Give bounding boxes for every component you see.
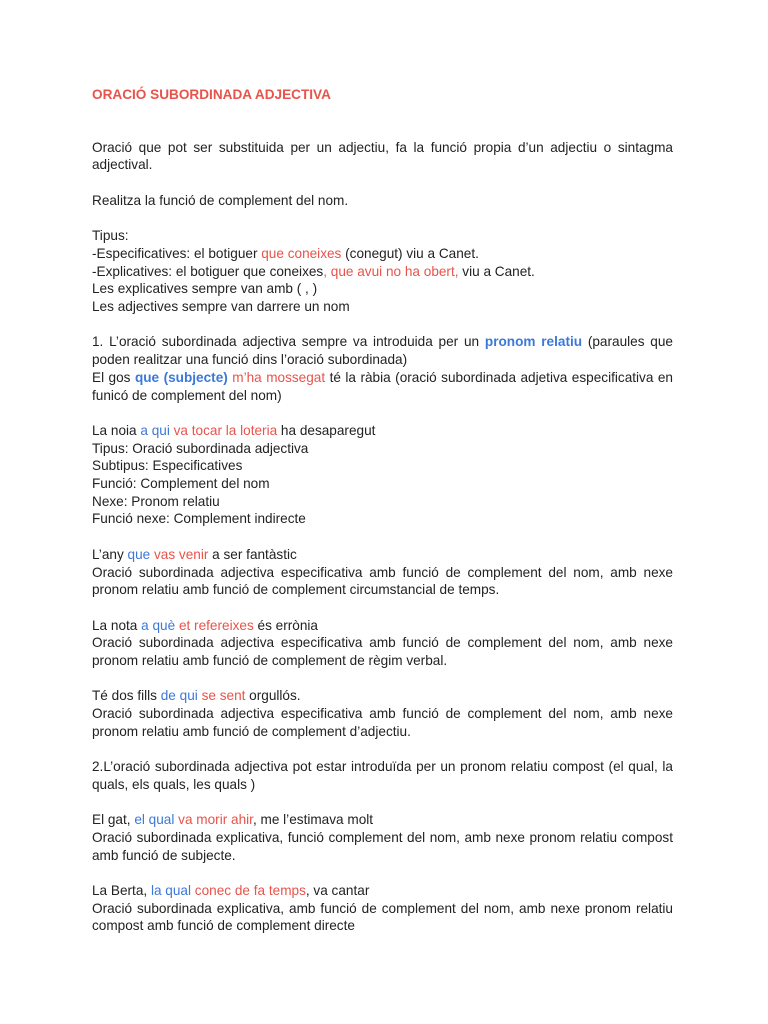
example-description: Oració subordinada explicativa, amb funció de complement del nom, amb nexe pronom relatiu compost amb funció de complement directe [92,900,673,934]
highlight-pronom-relatiu: pronom relatiu [484,334,583,350]
example-description: Oració subordinada adjectiva especificativa amb funció de complement del nom, amb nexe pronom relatiu amb funció de complement de règim verbal. [92,635,673,668]
point-1-text: 1. L’oració subordinada adjectiva sempre va introduida per un pronom relatiu (paraules que poden realitzar una funció dins l’oració subordinada) [92,334,673,368]
analysis-line: Subtipus: Especificatives [92,458,243,474]
document-body [92,86,673,935]
note-explicatives: Les explicatives sempre van amb ( , ) [92,281,318,297]
note-adjectives: Les adjectives sempre van darrere un nom [92,299,350,314]
highlight-relative: que [127,546,151,562]
highlight-relative: de qui [160,688,198,704]
tipus-especificatives: -Especificatives: el botiguer que coneixes (conegut) viu a Canet. [92,245,479,261]
analysis-line: Nexe: Pronom relatiu [92,493,220,509]
example-nota [92,617,673,670]
highlight-subordinate: conec de fa temps [191,883,306,899]
highlight-subordinate: va tocar la loteria [169,422,278,438]
example-sentence: La nota a què et refereixes és errònia [92,617,318,633]
highlight-subordinate: m’ha mossegat [227,369,326,385]
example-fills [92,687,673,740]
analysis-line: Tipus: Oració subordinada adjectiva [92,440,309,456]
highlight-subordinate: vas venir [150,546,209,562]
highlight-relative: a què [141,617,176,633]
example-any [92,546,673,599]
example-sentence: El gat, el qual va morir ahir, me l’estimava molt [92,812,374,828]
example-description: Oració subordinada adjectiva especificativa amb funció de complement del nom, amb nexe pronom relatiu amb funció de complement d’adjectiu. [92,706,673,739]
tipus-explicatives: -Explicatives: el botiguer que coneixes, que avui no ha obert, viu a Canet. [92,263,535,279]
point-1-example: El gos que (subjecte) m’ha mossegat té la ràbia (oració subordinada adjetiva especificativa en funicó de complement del nom) [92,369,673,403]
tipus-section [92,227,673,316]
example-noia [92,422,673,528]
analysis-line: Funció nexe: Complement indirecte [92,511,306,527]
highlight-relative: a qui [140,422,170,438]
highlight-subordinate: , que avui no ha obert, [323,263,459,279]
example-description: Oració subordinada adjectiva especificativa amb funció de complement del nom, amb nexe pronom relatiu amb funció de complement circumstancial de temps. [92,564,673,598]
intro-paragraph: Oració que pot ser substituida per un adjectiu, fa la funció propia d’un adjectiu o sintagma adjectival. [92,139,673,173]
point-2-text: 2.L’oració subordinada adjectiva pot estar introduïda per un pronom relatiu compost (el qual, la quals, els quals, les quals ) [92,759,673,792]
example-sentence: La Berta, la qual conec de fa temps, va cantar [92,883,370,899]
highlight-subordinate: et refereixes [175,617,254,633]
function-paragraph: Realitza la funció de complement del nom. [92,192,349,208]
highlight-subordinate: va morir ahir [174,812,253,828]
highlight-subordinate: que coneixes [261,245,342,261]
tipus-label: Tipus: [92,228,129,244]
example-berta [92,882,673,935]
point-1-section [92,333,673,404]
example-gat [92,811,673,864]
highlight-relative: la qual [150,883,192,899]
example-description: Oració subordinada explicativa, funció complement del nom, amb nexe pronom relatiu compost amb funció de subjecte. [92,829,673,863]
example-sentence: La noia a qui va tocar la loteria ha desaparegut [92,422,376,438]
analysis-line: Funció: Complement del nom [92,476,270,491]
highlight-subordinate: se sent [197,688,246,704]
highlight-relative: el qual [134,812,175,828]
example-sentence: L’any que vas venir a ser fantàstic [92,546,297,562]
document-title: ORACIÓ SUBORDINADA ADJECTIVA [92,87,331,102]
example-sentence: Té dos fills de qui se sent orgullós. [92,688,301,704]
highlight-relative: que (subjecte) [134,369,228,385]
